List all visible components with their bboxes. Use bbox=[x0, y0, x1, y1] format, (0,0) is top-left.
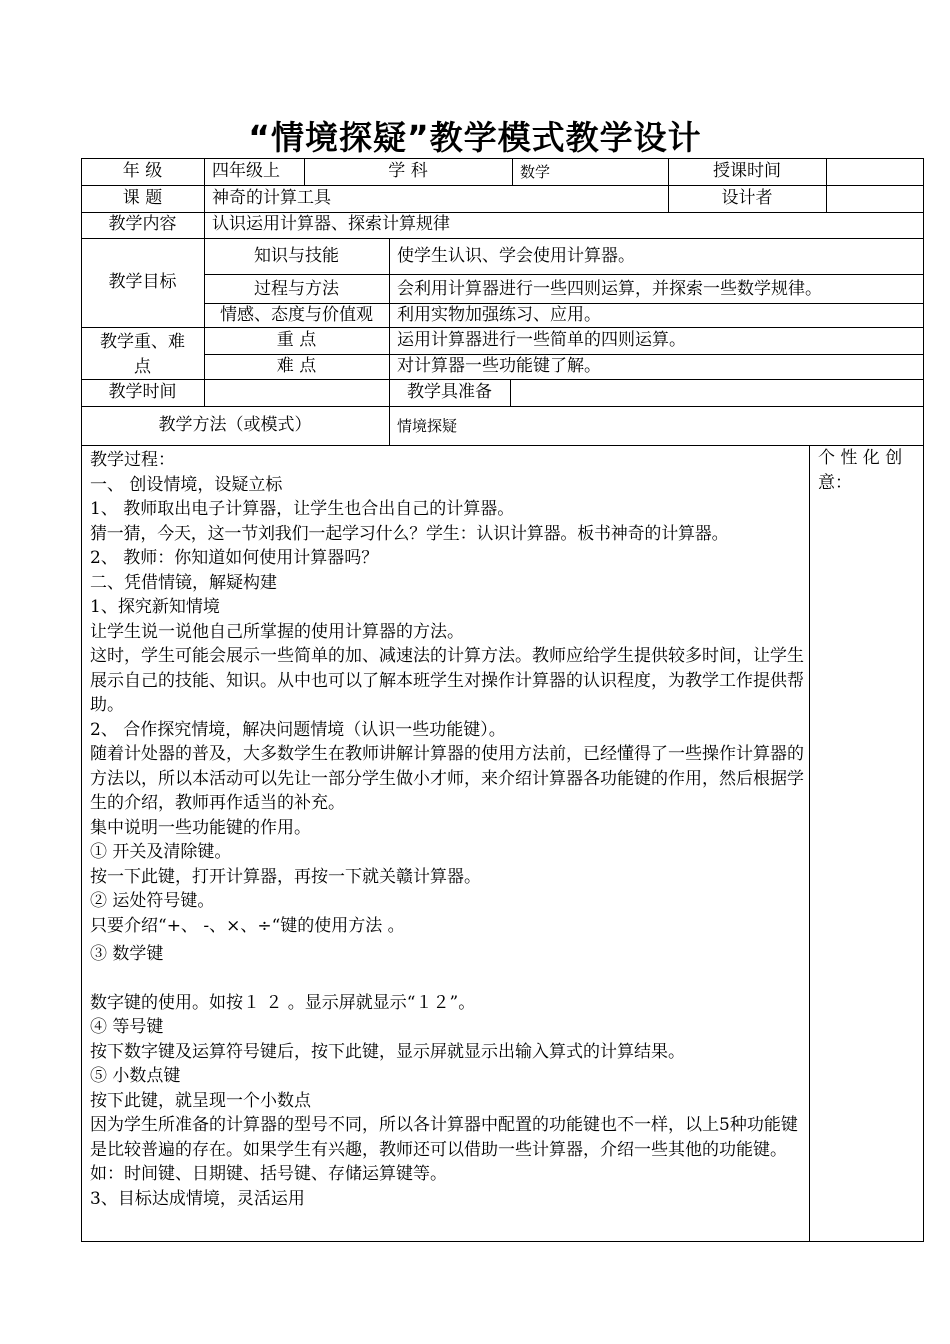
process-paragraph: 这时，学生可能会展示一些简单的加、减速法的计算方法。教师应给学生提供较多时间，让学生展示自己的技能、知识。从中也可以了解本班学生对操作计算器的认识程度，为教学工作提供帮助。 bbox=[90, 646, 804, 715]
topic-label: 课 题 bbox=[122, 188, 163, 208]
key-point-label: 重 点 bbox=[276, 330, 317, 350]
key-difficult-label-line1: 教学重、难 bbox=[100, 332, 185, 352]
process-line: ⑤ 小数点键 bbox=[90, 1066, 181, 1086]
teaching-method-label: 教学方法（或模式） bbox=[158, 415, 312, 435]
goal-knowledge-value: 使学生认识、学会使用计算器。 bbox=[397, 246, 635, 266]
goal-knowledge-label: 知识与技能 bbox=[254, 246, 339, 266]
process-line: ④ 等号键 bbox=[90, 1017, 164, 1037]
grade-value: 四年级上 bbox=[212, 161, 280, 181]
goal-attitude-label: 情感、态度与价值观 bbox=[220, 305, 373, 325]
process-line: 3、目标达成情境，灵活运用 bbox=[90, 1188, 305, 1209]
process-line: 猜一猜，今天，这一节刘我们一起学习什么？学生：认识计算器。板书神奇的计算器。 bbox=[90, 523, 729, 544]
designer-label: 设计者 bbox=[721, 188, 773, 208]
process-line: 2、 合作探究情境，解决问题情境（认识一些功能键）。 bbox=[90, 719, 506, 740]
difficult-point-value: 对计算器一些功能键了解。 bbox=[397, 356, 601, 376]
process-line: ② 运处符号键。 bbox=[90, 891, 215, 911]
process-line: 按一下此键，打开计算器，再按一下就关赣计算器。 bbox=[90, 866, 481, 887]
topic-value: 神奇的计算工具 bbox=[212, 188, 331, 208]
process-line: 1、探究新知情境 bbox=[90, 597, 220, 617]
document-title: “情境探疑”教学模式教学设计 bbox=[248, 118, 702, 157]
key-point-value: 运用计算器进行一些简单的四则运算。 bbox=[397, 330, 686, 350]
process-line: 按下数字键及运算符号键后，按下此键，显示屏就显示出输入算式的计算结果。 bbox=[90, 1041, 685, 1062]
process-paragraph: 随着计处器的普及，大多数学生在教师讲解计算器的使用方法前，已经懂得了一些操作计算器的方法以，所以本活动可以先让一部分学生做小才师，来介绍计算器各功能键的作用，然后根据学生的介绍，教师再作适当的补充。 bbox=[90, 744, 804, 813]
content-value: 认识运用计算器、探索计算规律 bbox=[212, 214, 450, 234]
process-line: 按下此键，就呈现一个小数点 bbox=[90, 1090, 311, 1111]
subject-label: 学 科 bbox=[388, 161, 428, 181]
content-label: 教学内容 bbox=[108, 214, 177, 234]
teaching-process bbox=[90, 448, 805, 1211]
process-line: 集中说明一些功能键的作用。 bbox=[90, 817, 311, 838]
lesson-plan-table bbox=[81, 158, 924, 1242]
goal-process-label: 过程与方法 bbox=[254, 279, 339, 299]
process-line: 二、凭借情镜，解疑构建 bbox=[90, 572, 277, 593]
teaching-tools-label: 教学具准备 bbox=[407, 382, 492, 402]
difficult-point-label: 难 点 bbox=[276, 356, 317, 376]
teaching-time-label: 教学时间 bbox=[108, 382, 177, 402]
teaching-method-value: 情境探疑 bbox=[397, 417, 458, 435]
grade-label: 年 级 bbox=[122, 161, 163, 181]
process-line: 教学过程： bbox=[90, 450, 175, 470]
process-line: 1、 教师取出电子计算器，让学生也合出自己的计算器。 bbox=[90, 499, 515, 519]
goal-process-value: 会利用计算器进行一些四则运算，并探索一些数学规律。 bbox=[397, 279, 822, 299]
goal-attitude-value: 利用实物加强练习、应用。 bbox=[397, 305, 601, 325]
process-line: ① 开关及清除键。 bbox=[90, 842, 232, 862]
process-line: 一、 创设情境，设疑立标 bbox=[90, 474, 283, 495]
subject-value: 数学 bbox=[520, 163, 551, 181]
key-difficult-label-line2: 点 bbox=[134, 357, 151, 377]
process-line: 让学生说一说他自己所掌握的使用计算器的方法。 bbox=[90, 621, 464, 642]
spacer bbox=[90, 967, 805, 991]
process-line: 数字键的使用。如按１ ２ 。显示屏就显示“１２”。 bbox=[90, 992, 476, 1013]
process-line: 只要介绍“+、 -、×、÷“键的使用方法 。 bbox=[90, 915, 405, 936]
process-paragraph: 因为学生所准备的计算器的型号不同，所以各计算器中配置的功能键也不一样，以上5种功能键是比较普遍的存在。如果学生有兴趣，教师还可以借助一些计算器，介绍一些其他的功能键。 bbox=[90, 1115, 798, 1160]
personalized-creativity-label: 个 性 化 创 意： bbox=[818, 448, 903, 493]
process-line: 2、 教师：你知道如何使用计算器吗？ bbox=[90, 548, 379, 568]
process-line: ③ 数学键 bbox=[90, 944, 164, 964]
class-time-label: 授课时间 bbox=[713, 161, 781, 181]
goal-label: 教学目标 bbox=[108, 272, 177, 292]
process-line: 如：时间键、日期键、括号键、存储运算键等。 bbox=[90, 1164, 447, 1184]
